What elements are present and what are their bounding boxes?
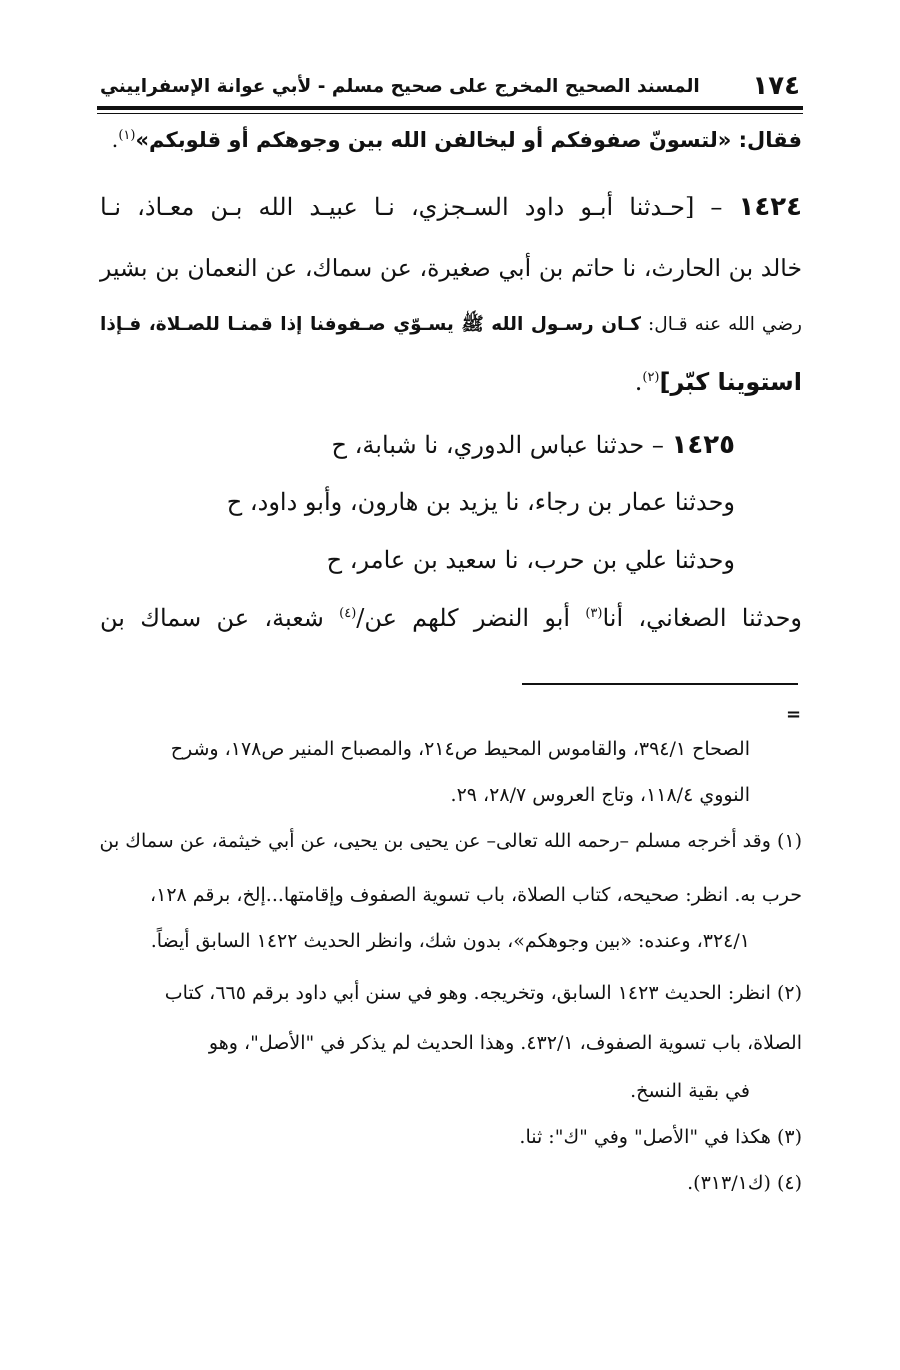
footnote-cont-line-2: النووي ١١٨/٤، وتاج العروس ٢٨/٧، ٢٩.	[450, 784, 750, 806]
footnote-ref-2: (٢)	[642, 370, 660, 385]
line-end: .	[634, 368, 643, 396]
hadith-1425-text-1: – حدثنا عباس الدوري، نا شبابة، ح	[331, 431, 664, 459]
hadith-1424-text-2: خالد بن الحارث، نا حاتم بن أبي صغيرة، عن سماك، عن النعمان بن بشير	[100, 254, 802, 282]
footnote-2-line-3: في بقية النسخ.	[630, 1080, 750, 1102]
line-end: .	[111, 128, 119, 152]
hadith-1424-text-3: رضي الله عنه قـال:	[641, 314, 802, 335]
hadith-1425-line-3	[327, 546, 735, 574]
hadith-1425-line-1	[332, 430, 735, 460]
header-rule-thin	[97, 113, 803, 114]
hadith-number-1424: ١٤٢٤	[738, 192, 802, 222]
hadith-1424-text-1: – [حـدثنا أبـو داود السـجزي، نـا عبيـد الله بـن معـاذ، نـا	[100, 193, 723, 221]
footnote-ref-4: (٤)	[339, 606, 357, 621]
footnote-1-line-1: (١) وقد أخرجه مسلم –رحمه الله تعالى– عن يحيى بن يحيى، عن أبي خيثمة، عن سماك بن	[99, 830, 802, 852]
footnote-2-line-1: (٢) انظر: الحديث ١٤٢٣ السابق، وتخريجه. وهو في سنن أبي داود برقم ٦٦٥، كتاب	[164, 982, 802, 1004]
footnote-1-line-2: حرب به. انظر: صحيحه، كتاب الصلاة، باب تسوية الصفوف وإقامتها...إلخ، برقم ١٢٨،	[149, 884, 802, 906]
hadith-1425-text-4b: أبو النضر كلهم عن/	[356, 604, 586, 632]
hadith-1425-text-3: وحدثنا علي بن حرب، نا سعيد بن عامر، ح	[326, 546, 735, 574]
page-number: ١٧٤	[752, 71, 800, 101]
hadith-quote: «لتسونّ صفوفكم أو ليخالفن الله بين وجوهكم أو قلوبكم»	[135, 128, 732, 152]
hadith-1424-matn: كـان رسـول الله ﷺ يسـوّي صـفوفنا إذا قمنـا للصـلاة، فـإذا	[100, 314, 642, 335]
footnote-ref-3: (٣)	[585, 606, 603, 621]
hadith-1424-line-4	[635, 368, 802, 396]
footnote-separator	[522, 683, 798, 685]
footnote-ref-1: (١)	[118, 128, 136, 143]
hadith-1425-line-2	[227, 488, 735, 516]
hadith-1424-matn-end: استوينا كبّر]	[659, 368, 802, 396]
hadith-1425-text-4a: وحدثنا الصغاني، أنا	[602, 604, 802, 632]
body-prefix: فقال:	[731, 128, 802, 152]
footnote-4: (٤) (ك٣١٣/١).	[687, 1172, 802, 1194]
running-title: المسند الصحيح المخرج على صحيح مسلم - لأبي عوانة الإسفراييني	[100, 75, 700, 97]
hadith-1425-text-2: وحدثنا عمار بن رجاء، نا يزيد بن هارون، وأبو داود، ح	[226, 488, 735, 516]
footnote-1-line-3: ٣٢٤/١، وعنده: «بين وجوهكم»، بدون شك، وانظر الحديث ١٤٢٢ السابق أيضاً.	[150, 930, 750, 952]
hadith-1425-text-4c: شعبة، عن سماك بن	[100, 604, 340, 632]
footnote-continuation-mark: =	[786, 704, 802, 725]
footnote-cont-line-1: الصحاح ٣٩٤/١، والقاموس المحيط ص٢١٤، والمصباح المنير ص١٧٨، وشرح	[170, 738, 750, 760]
body-line-1	[112, 128, 802, 152]
footnote-2-line-2: الصلاة، باب تسوية الصفوف، ٤٣٢/١. وهذا الحديث لم يذكر في "الأصل"، وهو	[208, 1032, 802, 1054]
hadith-1425-line-4	[100, 604, 802, 632]
footnote-3: (٣) هكذا في "الأصل" وفي "ك": ثنا.	[519, 1126, 802, 1148]
hadith-number-1425: ١٤٢٥	[671, 430, 735, 460]
hadith-1424-line-2	[100, 254, 802, 282]
hadith-1424-line-1	[100, 192, 802, 222]
hadith-1424-line-3	[100, 314, 802, 340]
header-rule-thick	[97, 106, 803, 110]
page-header	[100, 70, 800, 102]
